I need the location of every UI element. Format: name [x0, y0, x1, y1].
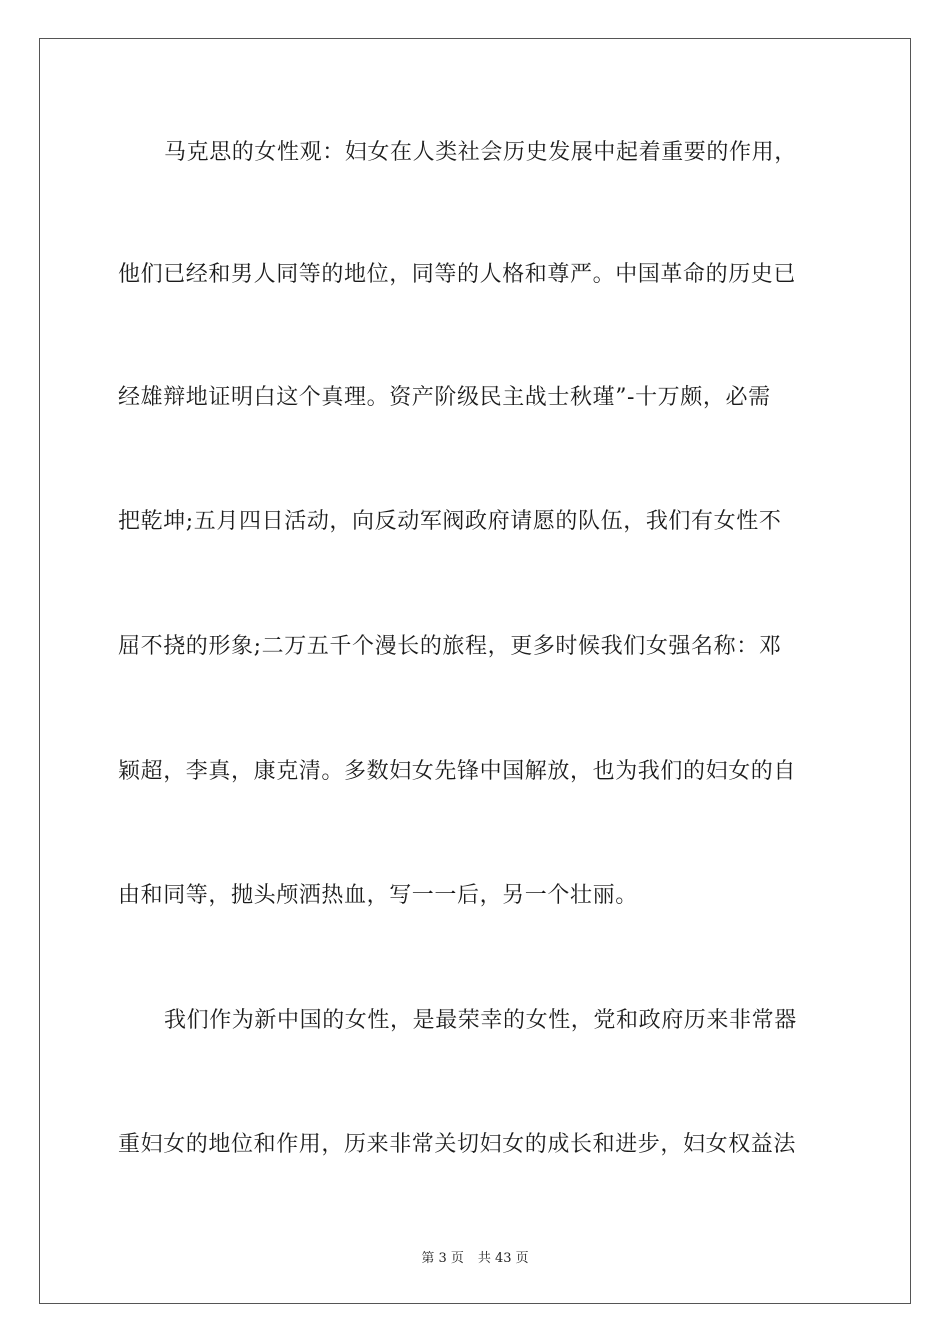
paragraph-1-line-7: 由和同等，抛头颅洒热血，写一一后，另一个壮丽。 [118, 883, 638, 908]
paragraph-1-line-4: 把乾坤;五月四日活动，向反动军阀政府请愿的队伍，我们有女性不 [118, 509, 782, 534]
page-footer [0, 1247, 950, 1266]
page-total: 共 43 页 [477, 1251, 529, 1266]
paragraph-2-line-1: 我们作为新中国的女性，是最荣幸的女性，党和政府历来非常器 [164, 1008, 797, 1033]
paragraph-1-line-1: 马克思的女性观：妇女在人类社会历史发展中起着重要的作用， [164, 140, 797, 165]
paragraph-1-line-3: 经雄辩地证明白这个真理。资产阶级民主战士秋瑾”-十万颇，必需 [118, 385, 771, 410]
page-border [39, 38, 911, 1304]
paragraph-1-line-2: 他们已经和男人同等的地位，同等的人格和尊严。中国革命的历史已 [118, 262, 797, 287]
page-number: 第 3 页 [421, 1251, 464, 1266]
paragraph-1-line-5: 屈不挠的形象;二万五千个漫长的旅程，更多时候我们女强名称：邓 [118, 634, 782, 659]
paragraph-2-line-2: 重妇女的地位和作用，历来非常关切妇女的成长和进步，妇女权益法 [118, 1132, 797, 1157]
paragraph-1-line-6: 颖超，李真，康克清。多数妇女先锋中国解放，也为我们的妇女的自 [118, 759, 797, 784]
